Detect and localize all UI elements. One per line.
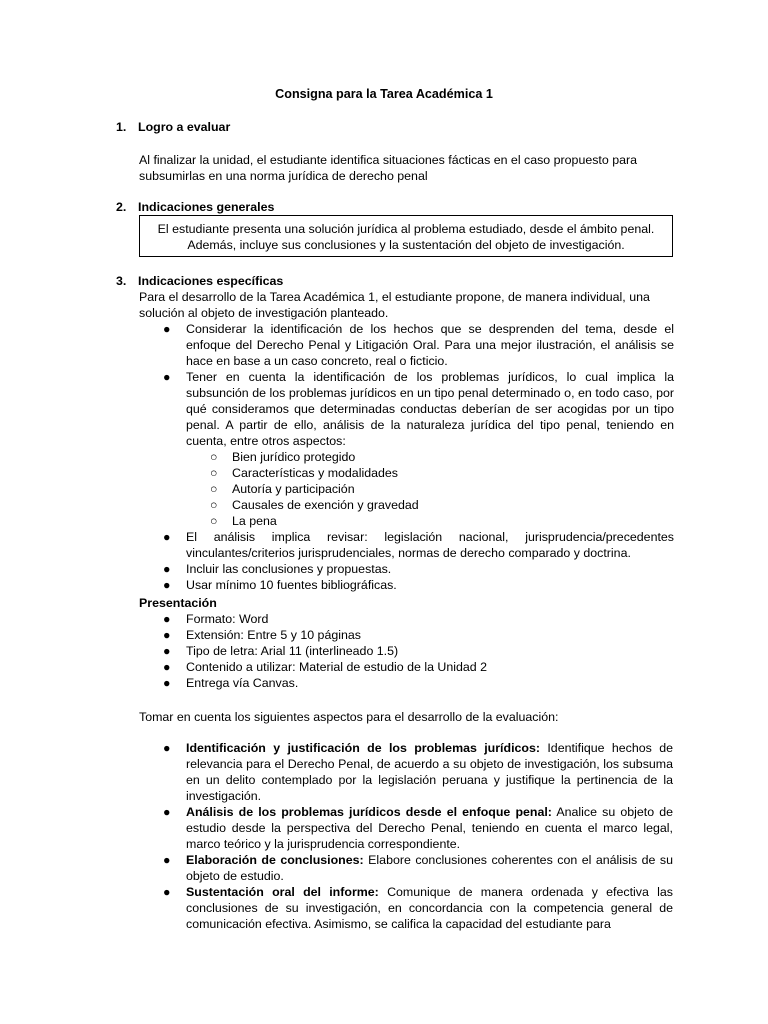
section-1-heading [116,119,230,135]
section-3-intro: Para el desarrollo de la Tarea Académica 1, el estudiante propone, de manera individual, una solución al objeto de investigación planteado. [139,290,650,320]
list-item [163,675,674,691]
presentacion-list [163,611,674,691]
criterion-text: Elabore conclusiones coherentes con el análisis de su objeto de estudio. [186,853,674,883]
criterion-label: Identificación y justificación de los problemas jurídicos: [186,741,540,755]
bullet-icon: ● [163,805,171,819]
list-item [163,627,674,643]
section-2-box-line-1: El estudiante presenta una solución jurídica al problema estudiado, desde el ámbito penal. [157,222,655,236]
section-3-bullet-list [163,321,674,593]
bullet-icon: ● [163,370,171,384]
list-item [163,369,674,529]
circle-bullet-icon: ○ [210,450,218,464]
list-item-text: Entrega vía Canvas. [186,676,299,690]
list-item [163,611,674,627]
sub-list-item [186,513,674,529]
bullet-icon: ● [163,853,171,867]
section-1-number: 1. [116,120,127,134]
bullet-icon: ● [163,676,171,690]
bullet-icon: ● [163,612,171,626]
list-item-text: Tipo de letra: Arial 11 (interlineado 1.5) [186,644,399,658]
section-2-box-line-2: Además, incluye sus conclusiones y la sustentación del objeto de investigación. [187,238,625,252]
bullet-icon: ● [163,885,171,899]
bullet-icon: ● [163,660,171,674]
list-item [163,321,674,369]
evaluacion-intro: Tomar en cuenta los siguientes aspectos para el desarrollo de la evaluación: [139,710,559,724]
circle-bullet-icon: ○ [210,514,218,528]
criterion-text: Comunique de manera ordenada y efectiva las conclusiones de su investigación, en concordancia con la competencia general de comunicación efectiva. Asimismo, se califica la capacidad del estudiante para [186,885,673,931]
circle-bullet-icon: ○ [210,498,218,512]
list-item-text: El análisis implica revisar: legislación nacional, jurisprudencia/precedentes vinculantes/criterios jurisprudenciales, normas de derecho comparado y doctrina. [186,530,674,560]
section-2-box [139,215,673,257]
evaluacion-list [163,740,674,932]
list-item-text: Tener en cuenta la identificación de los problemas jurídicos, lo cual implica la subsunción de los problemas jurídicos en un tipo penal determinado o, en todo caso, por qué consideramos que determinadas conductas deberían de ser acogidas por un tipo penal. A partir de ello, análisis de la naturaleza jurídica del tipo penal, teniendo en cuenta, entre otros aspectos: [186,370,674,448]
sub-list-item [186,481,674,497]
section-1-title: Logro a evaluar [138,120,231,134]
section-3-title: Indicaciones específicas [138,274,284,288]
list-item [163,529,674,561]
sub-list-item [186,497,674,513]
list-item [163,740,673,804]
bullet-icon: ● [163,322,171,336]
section-1-text: Al finalizar la unidad, el estudiante identifica situaciones fácticas en el caso propuesto para subsumirlas en una norma jurídica de derecho penal [139,153,637,183]
sub-list-item [186,465,674,481]
list-item-text: Extensión: Entre 5 y 10 páginas [186,628,361,642]
criterion-label: Elaboración de conclusiones: [186,853,364,867]
sub-list-item-text: Autoría y participación [232,482,355,496]
list-item [163,561,674,577]
bullet-icon: ● [163,578,171,592]
document-title: Consigna para la Tarea Académica 1 [275,87,493,101]
section-3-number: 3. [116,274,127,288]
list-item-text: Formato: Word [186,612,269,626]
list-item [163,884,673,932]
section-2-heading [116,199,274,215]
list-item-text: Contenido a utilizar: Material de estudio de la Unidad 2 [186,660,487,674]
list-item [163,577,674,593]
bullet-icon: ● [163,530,171,544]
bullet-icon: ● [163,562,171,576]
list-item [163,643,674,659]
sub-bullet-list [186,449,674,529]
list-item-text: Considerar la identificación de los hechos que se desprenden del tema, desde el enfoque del Derecho Penal y Litigación Oral. Para una mejor ilustración, el análisis se hace en base a un caso concreto, real o ficticio. [186,322,674,368]
bullet-icon: ● [163,741,171,755]
criterion-text: Analice su objeto de estudio desde la perspectiva del Derecho Penal, teniendo en cuenta el marco legal, marco teórico y la jurisprudencia correspondiente. [186,805,673,851]
bullet-icon: ● [163,628,171,642]
list-item-text: Incluir las conclusiones y propuestas. [186,562,392,576]
sub-list-item-text: Causales de exención y gravedad [232,498,419,512]
criterion-label: Sustentación oral del informe: [186,885,379,899]
sub-list-item-text: La pena [232,514,277,528]
section-3-heading [116,273,283,289]
list-item-text: Usar mínimo 10 fuentes bibliográficas. [186,578,397,592]
list-item [163,852,674,884]
bullet-icon: ● [163,644,171,658]
circle-bullet-icon: ○ [210,466,218,480]
sub-list-item [186,449,674,465]
sub-list-item-text: Bien jurídico protegido [232,450,356,464]
section-2-title: Indicaciones generales [138,200,275,214]
criterion-label: Análisis de los problemas jurídicos desde el enfoque penal: [186,805,552,819]
presentacion-heading: Presentación [139,596,217,610]
list-item [163,804,673,852]
section-2-number: 2. [116,200,127,214]
criterion-text: Identifique hechos de relevancia para el Derecho Penal, de acuerdo a su objeto de investigación, los subsuma en un delito contemplado por la legislación peruana y justifique la pertinencia de la investigación. [186,741,673,803]
list-item [163,659,674,675]
circle-bullet-icon: ○ [210,482,218,496]
sub-list-item-text: Características y modalidades [232,466,398,480]
